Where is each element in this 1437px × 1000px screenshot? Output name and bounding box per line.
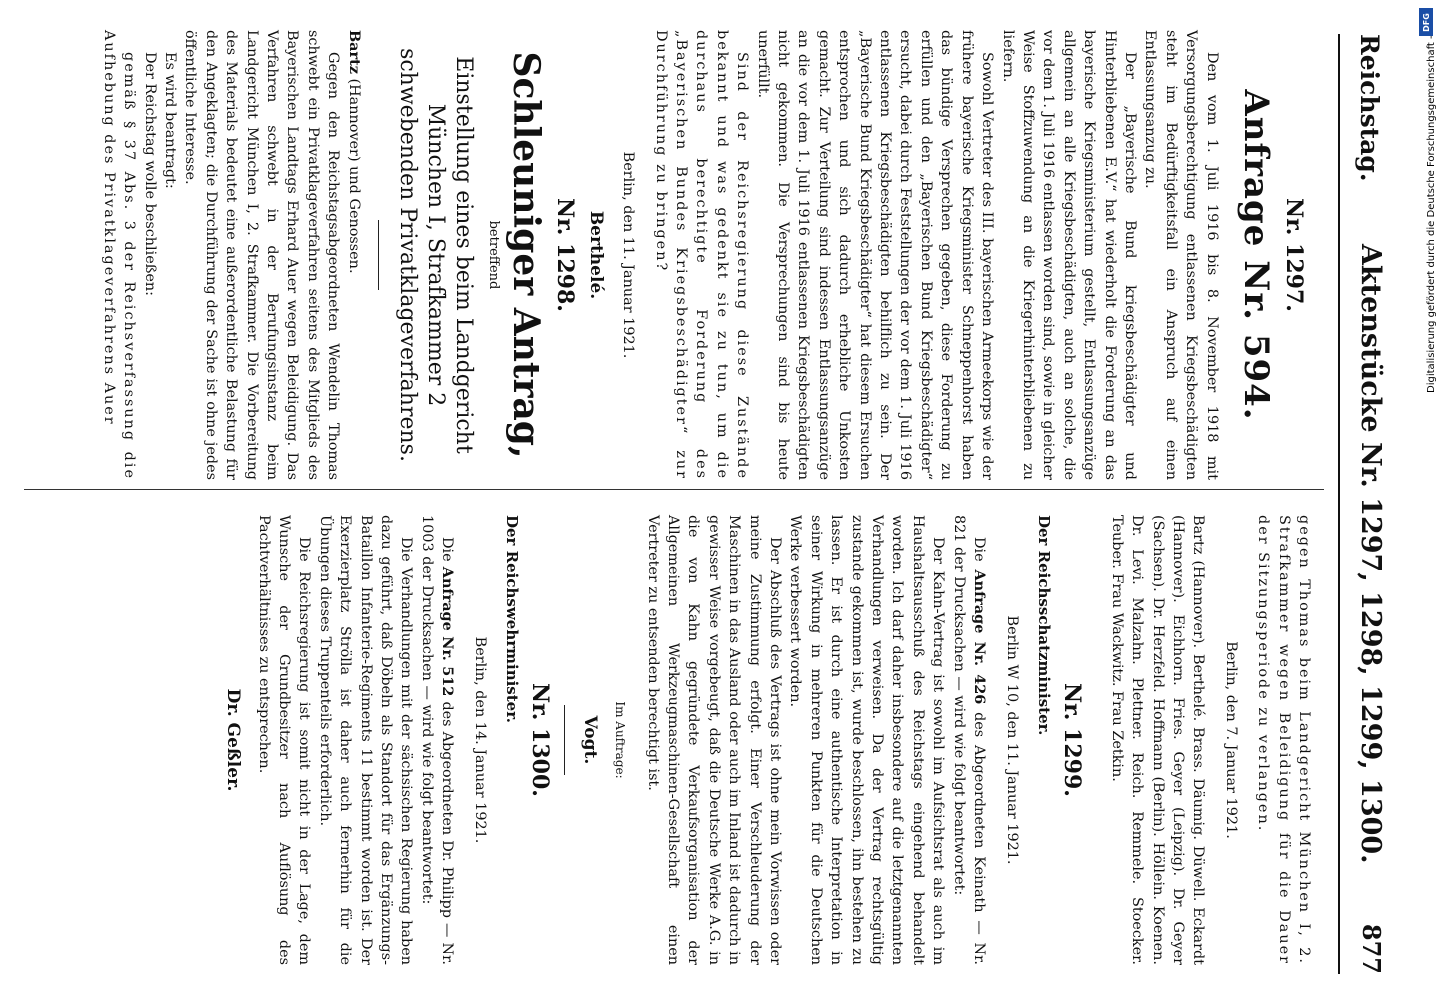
paragraph: Es wird beantragt: [161, 52, 178, 189]
paragraph: Sind der Reichsregierung diese Zustände bekannt und was gedenkt sie zu tun, um die durchaus berechtigte Forderung des „Bayerischen Bundes Kriegsbeschädigter“ zur Durchführung zu bringen? [652, 30, 751, 480]
paragraph: gemäß § 37 Abs. 3 der Reichsverfassung die Aufhebung des Privatklageverfahrens Auer [100, 30, 138, 480]
text: Die [971, 537, 988, 562]
paragraph [948, 515, 989, 965]
date-line: Berlin, den 7. Januar 1921. [1222, 641, 1239, 839]
anfrage-title: Anfrage Nr. 594. [1235, 89, 1276, 421]
betreffend-label: betreffend [486, 220, 501, 290]
heading-nr-1299: Nr. 1299. [1059, 683, 1086, 797]
anfrage-ref: Anfrage Nr. 512 [439, 566, 457, 697]
paragraph: Der Abschluß des Vertrags ist ohne mein Vorwissen oder meine Zustimmung erfolgt. Einer Verschleuderung der Maschinen in das Ausland oder auch im Inland ist dadurch in gewisser Weise vorgebeugt, daß die Deutsche Werke A.G. in die von Kahn gegründete Verkaufsorganisation der Allgemeinen Werkzeugmaschinen-Gesellschaft einen Vertreter zu entsenden berechtigt ist. [644, 515, 784, 965]
signature: Berthelé. [585, 210, 606, 300]
header-left: Reichstag. [1355, 34, 1384, 182]
header-rule [1338, 34, 1340, 974]
paragraph: Die Verhandlungen mit der sächsischen Regierung haben dazu geführt, daß Döbeln als Standort für das Ergänzungs-Bataillon Infanterie-Regiments 11 bestimmt worden ist. Der Exerzierplatz Strölla ist daher auch fernerhin für die Übungen dieses Truppenteils erforderlich. [316, 515, 415, 965]
heading-nr-1300: Nr. 1300. [527, 683, 554, 797]
im-auftrage-label: Im Auftrage: [613, 701, 628, 779]
schleuniger-antrag-title: Schleuniger Antrag, [505, 51, 547, 459]
text: des Abgeordneten Keinath — Nr. 821 der Drucksachen — wird wie folgt beantwortet: [950, 515, 988, 965]
date-line: Berlin W 10, den 11. Januar 1921. [1003, 615, 1020, 865]
digitization-credit: Digitalisierung gefördert durch die Deutsche Forschungsgemeinschaft - [1426, 35, 1437, 393]
text: (Hannover) und Genossen. [345, 78, 362, 274]
divider [378, 220, 379, 290]
addressee: Der Reichsschatzminister. [1034, 515, 1053, 736]
anfrage-ref: Anfrage Nr. 426 [971, 569, 989, 705]
dfg-logo-text: DFG [1421, 12, 1431, 32]
signature: Dr. Geßler. [223, 688, 244, 792]
text: des Abgeordneten Dr. Philipp — Nr. 1003 der Drucksachen — wird wie folgt beantwortet: [418, 515, 456, 966]
paragraph: Die Reichsregierung ist somit nicht in der Lage, dem Wunsche der Grundbesitzer nach Auflösung des Pachtverhältnisses zu entsprechen. [255, 515, 313, 965]
dfg-logo-icon [1419, 8, 1433, 36]
paragraph: Der Kahn-Vertrag ist sowohl im Aufsichtsrat als auch im Haushaltsausschuß des Reichstags eingehend behandelt worden. Ich darf daher insbesondere auf die letztgenannten Verhandlungen verweisen. Da der Vertrag rechtsgültig zustande gekommen ist, wurde beschlossen, ihn bestehen zu lassen. Er ist durch eine authentische Interpretation in seiner Wirkung in mehreren Punkten für die Deutschen Werke verbessert worden. [787, 515, 947, 965]
date-line: Berlin, den 14. Januar 1921. [471, 636, 488, 844]
paragraph: Sowohl Vertreter des III. bayerischen Armeekorps wie der frühere bayerische Kriegsminister Schneppenhorst haben das bündige Versprechen gegeben, diese Forderung zu erfüllen und den „Bayerischen Bund Kriegsbeschädigter“ ersucht, dabei durch Feststellungen der vor dem 1. Juli 1916 entlassenen Kriegsbeschädigten behilflich zu sein. Der „Bayerische Bund Kriegsbeschädigter“ hat diesem Ersuchen entsprochen und sich dadurch erhebliche Unkosten gemacht. Zur Verteilung sind indessen Entlassungsanzüge an die vor dem 1. Juli 1916 entlassenen Kriegsbeschädigten nicht gekommen. Die Versprechungen sind bis heute unerfüllt. [754, 30, 996, 480]
right-column [217, 515, 1314, 965]
page-header [1342, 34, 1392, 974]
name-bold: Bartz [345, 30, 363, 74]
text: Die [439, 537, 456, 562]
paragraph: Der „Bayerische Bund kriegsbeschädigter und Hinterbliebenen E.V.“ hat wiederholt die Forderung an das bayerische Kriegsministerium gestellt, Entlassungsanzüge allgemein an alle Kriegsbeschädigten, auch an solche, die vor dem 1. Juli 1916 entlassen worden sind, sowie in gleicher Weise Stoffzuwendung an die Kriegerhinterbliebenen zu liefern. [999, 30, 1138, 480]
heading-nr-1297: Nr. 1297. [1281, 198, 1307, 312]
divider [564, 705, 565, 775]
paragraph [416, 515, 457, 965]
paragraph [343, 30, 363, 480]
column-divider [24, 489, 1324, 490]
page-number: 877 [1357, 923, 1386, 974]
heading-nr-1298: Nr. 1298. [552, 198, 579, 312]
signature: Vogt. [579, 715, 600, 765]
antrag-subject: Einstellung eines beim Landgericht München I, Strafkammer 2 schwebenden Privatklageverfahrens. [394, 48, 476, 462]
addressee: Der Reichswehrminister. [503, 515, 521, 723]
left-column [98, 30, 1314, 480]
paragraph: gegen Thomas beim Landgericht München I, 2. Strafkammer wegen Beleidigung für die Dauer der Sitzungsperiode zu verlangen. [1255, 515, 1312, 965]
paragraph: Gegen den Reichstagsabgeordneten Wendelin Thomas schwebt ein Privatklageverfahren seitens des Mitglieds des Bayerischen Landtags Erhard Auer wegen Beleidigung. Das Verfahren schwebt in der Berufungsinstanz beim Landgericht München I, 2. Strafkammer. Die Vorbereitung des Materials bedeutet eine außerordentliche Belastung für den Angeklagten; die Durchführung der Sache ist ohne jedes öffentliche Interesse. [182, 30, 342, 480]
paragraph: Der Reichstag wolle beschließen: [141, 52, 158, 297]
header-title: Aktenstücke Nr. 1297, 1298, 1299, 1300. [1355, 244, 1386, 864]
date-line: Berlin, den 11. Januar 1921. [620, 151, 637, 359]
paragraph: Den vom 1. Juli 1916 bis 8. November 1918 mit Versorgungsberechtigung entlassenen Kriegsbeschädigten steht im Bedürftigkeitsfall ein Anspruch auf einen Entlassungsanzug zu. [1142, 30, 1220, 480]
signers-list: Bartz (Hannover). Berthelé. Brass. Däumig. Düwell. Eckardt (Hannover). Eichhorn. Fries. Geyer (Leipzig). Dr. Geyer (Sachsen). Dr. Herzfeld. Hoffmann (Berlin). Höllein. Koenen. Dr. Levi. Malzahn. Plettner. Reich. Remmele. Stoecker. Teuber. Frau Wackwitz. Frau Zetkin. [1108, 515, 1207, 965]
